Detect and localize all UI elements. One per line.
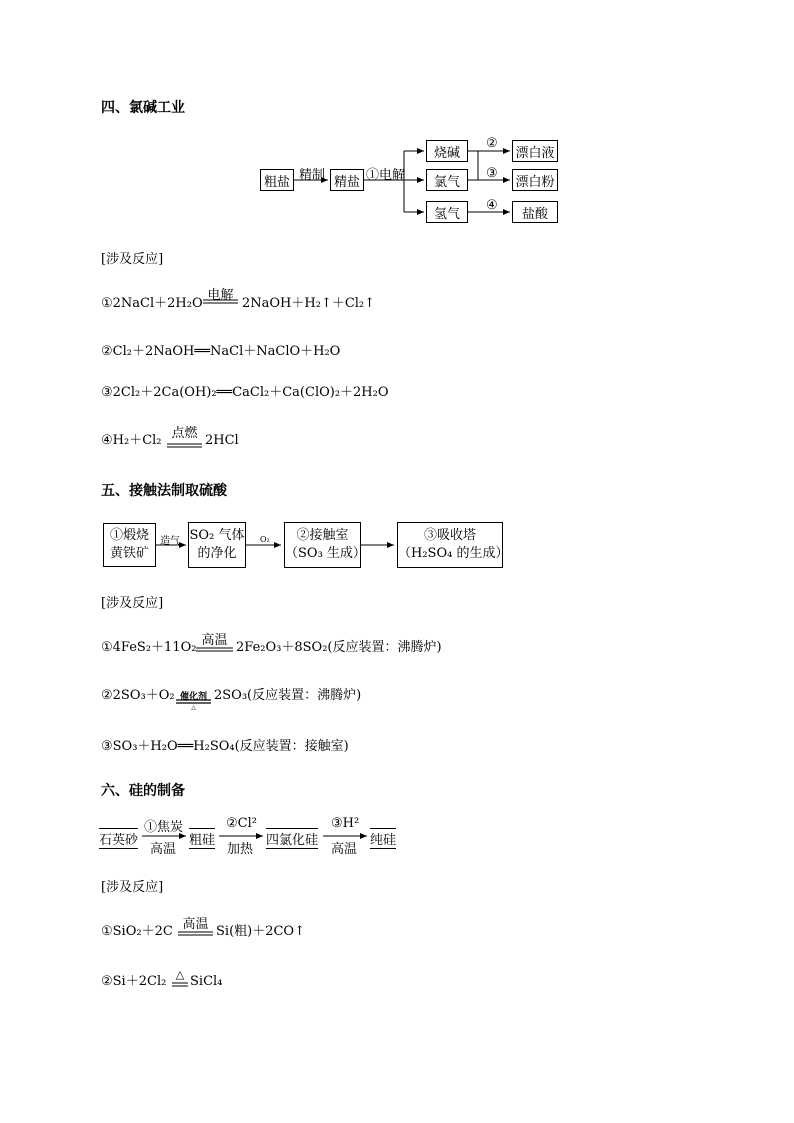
- section-4-title: 四、氯碱工业: [101, 100, 185, 116]
- flow-box-roast-pyrite: ①煅烧 黄铁矿: [103, 523, 156, 567]
- equation-5-3: ③SO₃＋H₂O══H₂SO₄(反应装置：接触室): [101, 739, 349, 754]
- equation-6-1-right: Si(粗)＋2CO↑: [216, 924, 305, 939]
- flow-label-heat: 加热: [227, 842, 254, 857]
- flow-label-o2: O₂: [260, 535, 270, 544]
- equation-5-2-right: 2SO₃(反应装置：沸腾炉): [214, 688, 362, 703]
- flow-label-refine: 精制: [299, 168, 326, 183]
- flow-step-4: ④: [486, 198, 498, 213]
- flow-box-chlorine: 氯气: [426, 169, 468, 191]
- flow-node-crude-si: 粗硅: [189, 828, 215, 849]
- flow-label-make-gas: 造气: [160, 536, 180, 547]
- equation-5-2-heat: △: [191, 704, 196, 711]
- equation-4-4-condition: 点燃: [171, 426, 198, 441]
- flow-label-electrolysis: ①电解: [366, 168, 406, 183]
- flow-label-cl2: ②Cl²: [226, 816, 257, 831]
- flow-box-crude-salt: 粗盐: [260, 169, 294, 191]
- equation-5-1-condition: 高温: [201, 633, 228, 648]
- equation-6-1-left: ①SiO₂＋2C: [101, 924, 173, 939]
- equation-4-2: ②Cl₂＋2NaOH══NaCl＋NaClO＋H₂O: [101, 344, 341, 359]
- equation-4-1-left: ①2NaCl＋2H₂O: [101, 296, 203, 311]
- flow-box-bleach-liquid: 漂白液: [512, 140, 558, 162]
- reactions-label: [涉及反应]: [101, 880, 164, 895]
- flow-box-caustic-soda: 烧碱: [426, 140, 468, 162]
- section-5-title: 五、接触法制取硫酸: [101, 483, 227, 499]
- flow-step-3: ③: [486, 166, 498, 181]
- section-6-title: 六、硅的制备: [101, 783, 185, 799]
- equation-6-2-right: SiCl₄: [190, 974, 223, 989]
- equation-6-2-condition: △: [175, 968, 185, 981]
- equation-5-1-left: ①4FeS₂＋11O₂: [101, 640, 197, 655]
- equation-4-3: ③2Cl₂＋2Ca(OH)₂══CaCl₂＋Ca(ClO)₂＋2H₂O: [101, 385, 389, 400]
- flow-box-hydrogen: 氢气: [426, 201, 468, 223]
- equation-6-1-condition: 高温: [182, 917, 209, 932]
- equation-6-2-left: ②Si＋2Cl₂: [101, 974, 167, 989]
- equation-4-4-left: ④H₂＋Cl₂: [101, 433, 162, 448]
- flow-label-coke: ①焦炭: [144, 820, 184, 835]
- equation-4-4-right: 2HCl: [205, 433, 239, 448]
- flow-box-bleach-powder: 漂白粉: [512, 169, 558, 191]
- reactions-label: [涉及反应]: [101, 596, 164, 611]
- equation-5-1-right: 2Fe₂O₃＋8SO₂(反应装置：沸腾炉): [236, 640, 442, 655]
- flow-node-sicl4: 四氯化硅: [266, 828, 318, 849]
- equation-5-2-catalyst: 催化剂: [179, 692, 207, 702]
- flow-node-pure-si: 纯硅: [370, 828, 396, 849]
- flow-box-absorption-tower: ③吸收塔 （H₂SO₄ 的生成）: [397, 522, 503, 568]
- flow-label-high-temp-2: 高温: [331, 842, 358, 857]
- flow-box-contact-chamber: ②接触室 （SO₃ 生成）: [284, 522, 361, 568]
- flow-node-quartz: 石英砂: [99, 828, 138, 849]
- flow-box-hydrochloric-acid: 盐酸: [512, 201, 558, 223]
- flow-step-2: ②: [486, 136, 498, 151]
- equation-5-2-left: ②2SO₃＋O₂: [101, 688, 175, 703]
- flow-label-high-temp-1: 高温: [150, 842, 177, 857]
- equation-4-1-right: 2NaOH＋H₂↑＋Cl₂↑: [242, 296, 376, 311]
- equation-4-1-condition: 电解: [207, 288, 234, 303]
- flow-label-h2: ③H²: [331, 816, 360, 831]
- reactions-label: [涉及反应]: [101, 252, 164, 267]
- flow-box-refined-salt: 精盐: [330, 169, 364, 191]
- flow-box-so2-purify: SO₂ 气体 的净化: [188, 522, 246, 568]
